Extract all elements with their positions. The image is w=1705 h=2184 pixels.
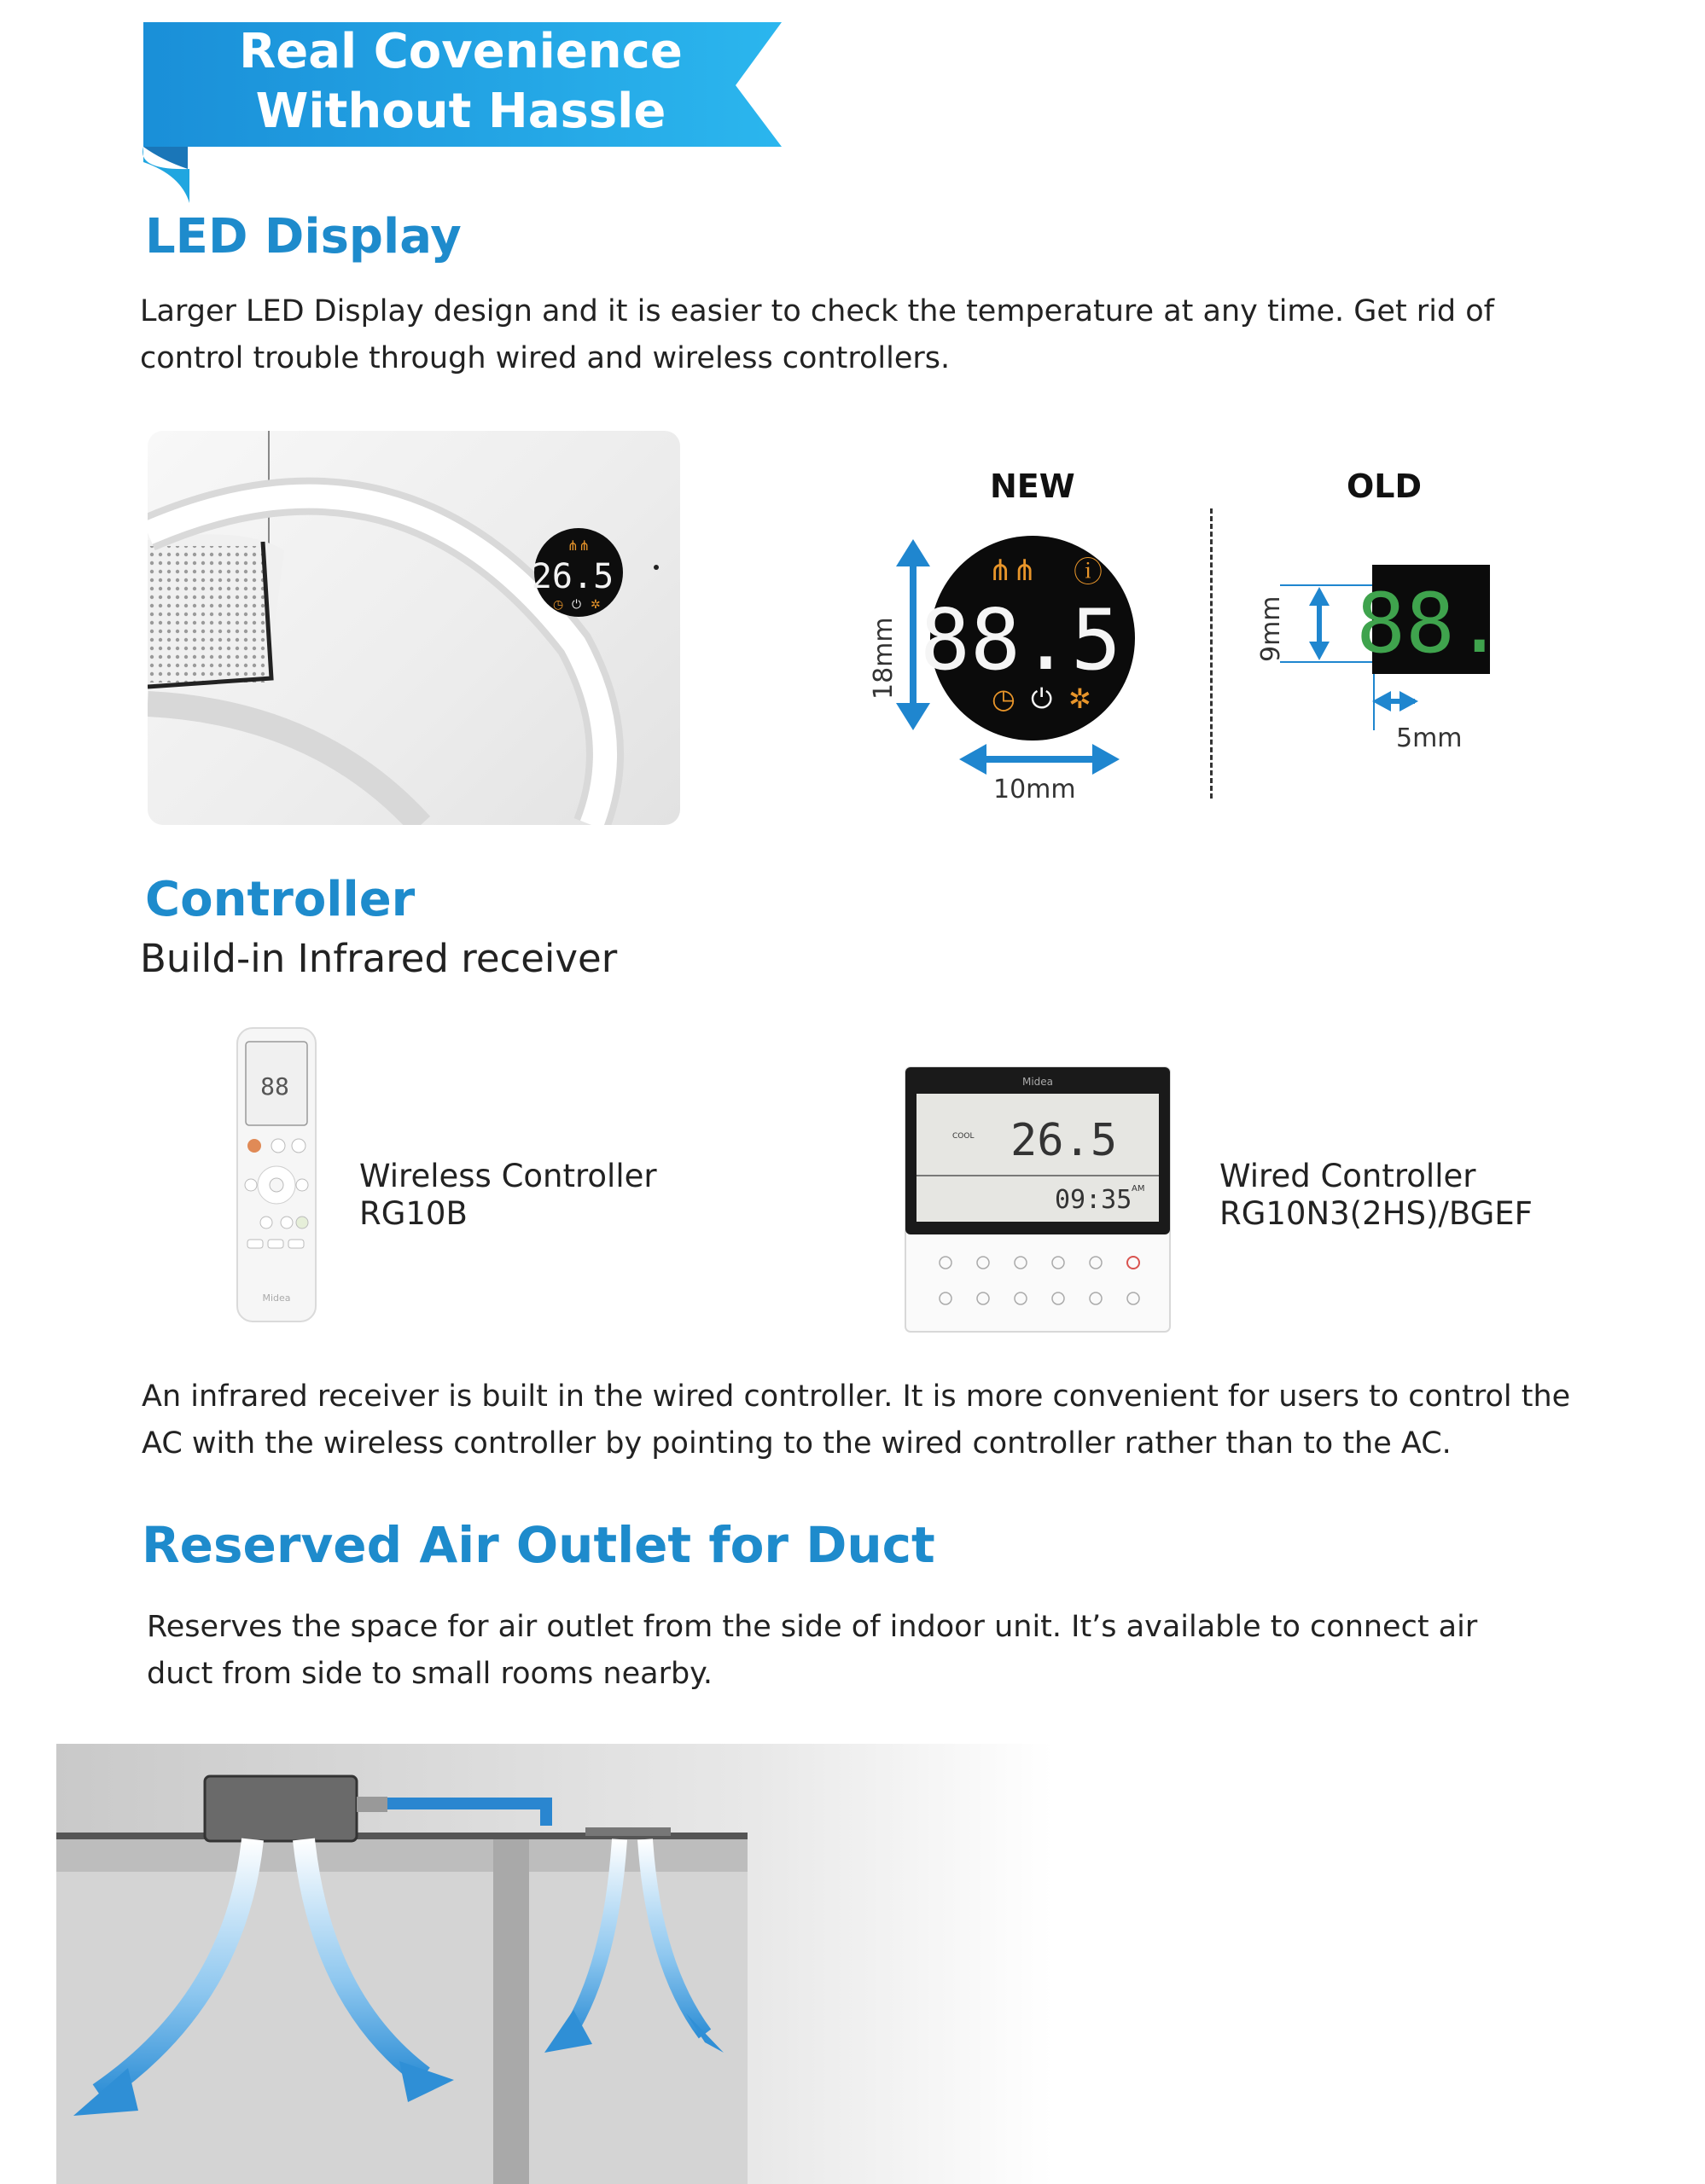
ceiling-cassette-illustration: [148, 431, 680, 825]
wired-time: 09:35: [1055, 1185, 1132, 1215]
svg-text:◷: ◷: [553, 598, 564, 612]
old-display-diagram: [1271, 555, 1528, 742]
old-label: OLD: [1347, 468, 1423, 505]
remote-display: 88: [260, 1072, 289, 1101]
wireless-remote-image: [236, 1026, 317, 1323]
new-height-dimension: 18mm: [869, 617, 899, 700]
svg-text:✲: ✲: [1068, 682, 1091, 715]
remote-control-graphic: [236, 1026, 317, 1323]
indoor-unit-photo: [148, 431, 680, 825]
led-display-description: Larger LED Display design and it is easier to check the temperature at any time. Get rid of control trouble through wired and wireless controllers.: [140, 294, 1494, 375]
svg-text:◷: ◷: [992, 682, 1015, 715]
svg-text:⋔⋔: ⋔⋔: [567, 537, 591, 554]
comparison-divider: [1210, 508, 1213, 799]
wired-temperature: 26.5: [1010, 1115, 1118, 1166]
wired-controller-image: [905, 1066, 1171, 1333]
old-display-digits: 88.: [1356, 576, 1504, 671]
banner-title: [154, 22, 768, 142]
title-banner: [0, 0, 853, 205]
svg-text:ⓘ: ⓘ: [1074, 555, 1103, 590]
wireless-controller-model: RG10B: [359, 1195, 468, 1232]
remote-brand: Midea: [262, 1292, 291, 1304]
old-width-dimension: 5mm: [1396, 723, 1463, 753]
duct-description: Reserves the space for air outlet from the side of indoor unit. It’s available to connect air duct from side to small rooms nearby.: [147, 1610, 1478, 1691]
old-height-dimension: 9mm: [1256, 595, 1286, 662]
photo-display-digits: 26.5: [531, 557, 614, 596]
wired-controller-label: [1219, 1158, 1533, 1233]
banner-line-2: Without Hassle: [255, 84, 666, 139]
new-label: NEW: [990, 468, 1075, 505]
banner-line-1: Real Covenience: [239, 24, 683, 79]
wired-ampm: AM: [1132, 1184, 1145, 1194]
duct-airflow-illustration: [56, 1744, 1053, 2184]
duct-heading: Reserved Air Outlet for Duct: [142, 1516, 935, 1574]
wired-controller-model: RG10N3(2HS)/BGEF: [1219, 1195, 1533, 1232]
wired-controller-name: Wired Controller: [1219, 1158, 1476, 1194]
wired-mode: COOL: [952, 1132, 975, 1141]
wireless-controller-label: [359, 1158, 657, 1233]
svg-text:⏻: ⏻: [572, 598, 582, 612]
svg-text:⏻: ⏻: [1031, 682, 1053, 715]
wired-brand: Midea: [1021, 1076, 1054, 1088]
duct-airflow-graphic: [56, 1744, 1053, 2184]
led-display-heading: LED Display: [145, 209, 462, 264]
controller-subtitle: Build-in Infrared receiver: [140, 936, 618, 981]
controller-heading: Controller: [145, 872, 416, 927]
new-width-dimension: 10mm: [993, 775, 1076, 804]
wired-controller-graphic: [905, 1066, 1171, 1333]
svg-text:⋔⋔: ⋔⋔: [988, 554, 1037, 588]
new-display-diagram: [870, 512, 1195, 819]
svg-text:✲: ✲: [591, 598, 601, 612]
wireless-controller-name: Wireless Controller: [359, 1158, 657, 1194]
infrared-description: An infrared receiver is built in the wired controller. It is more convenient for users to control the AC with the wireless controller by pointing to the wired controller rather than to the AC.: [142, 1380, 1571, 1461]
new-display-digits: 88.5: [919, 592, 1122, 689]
